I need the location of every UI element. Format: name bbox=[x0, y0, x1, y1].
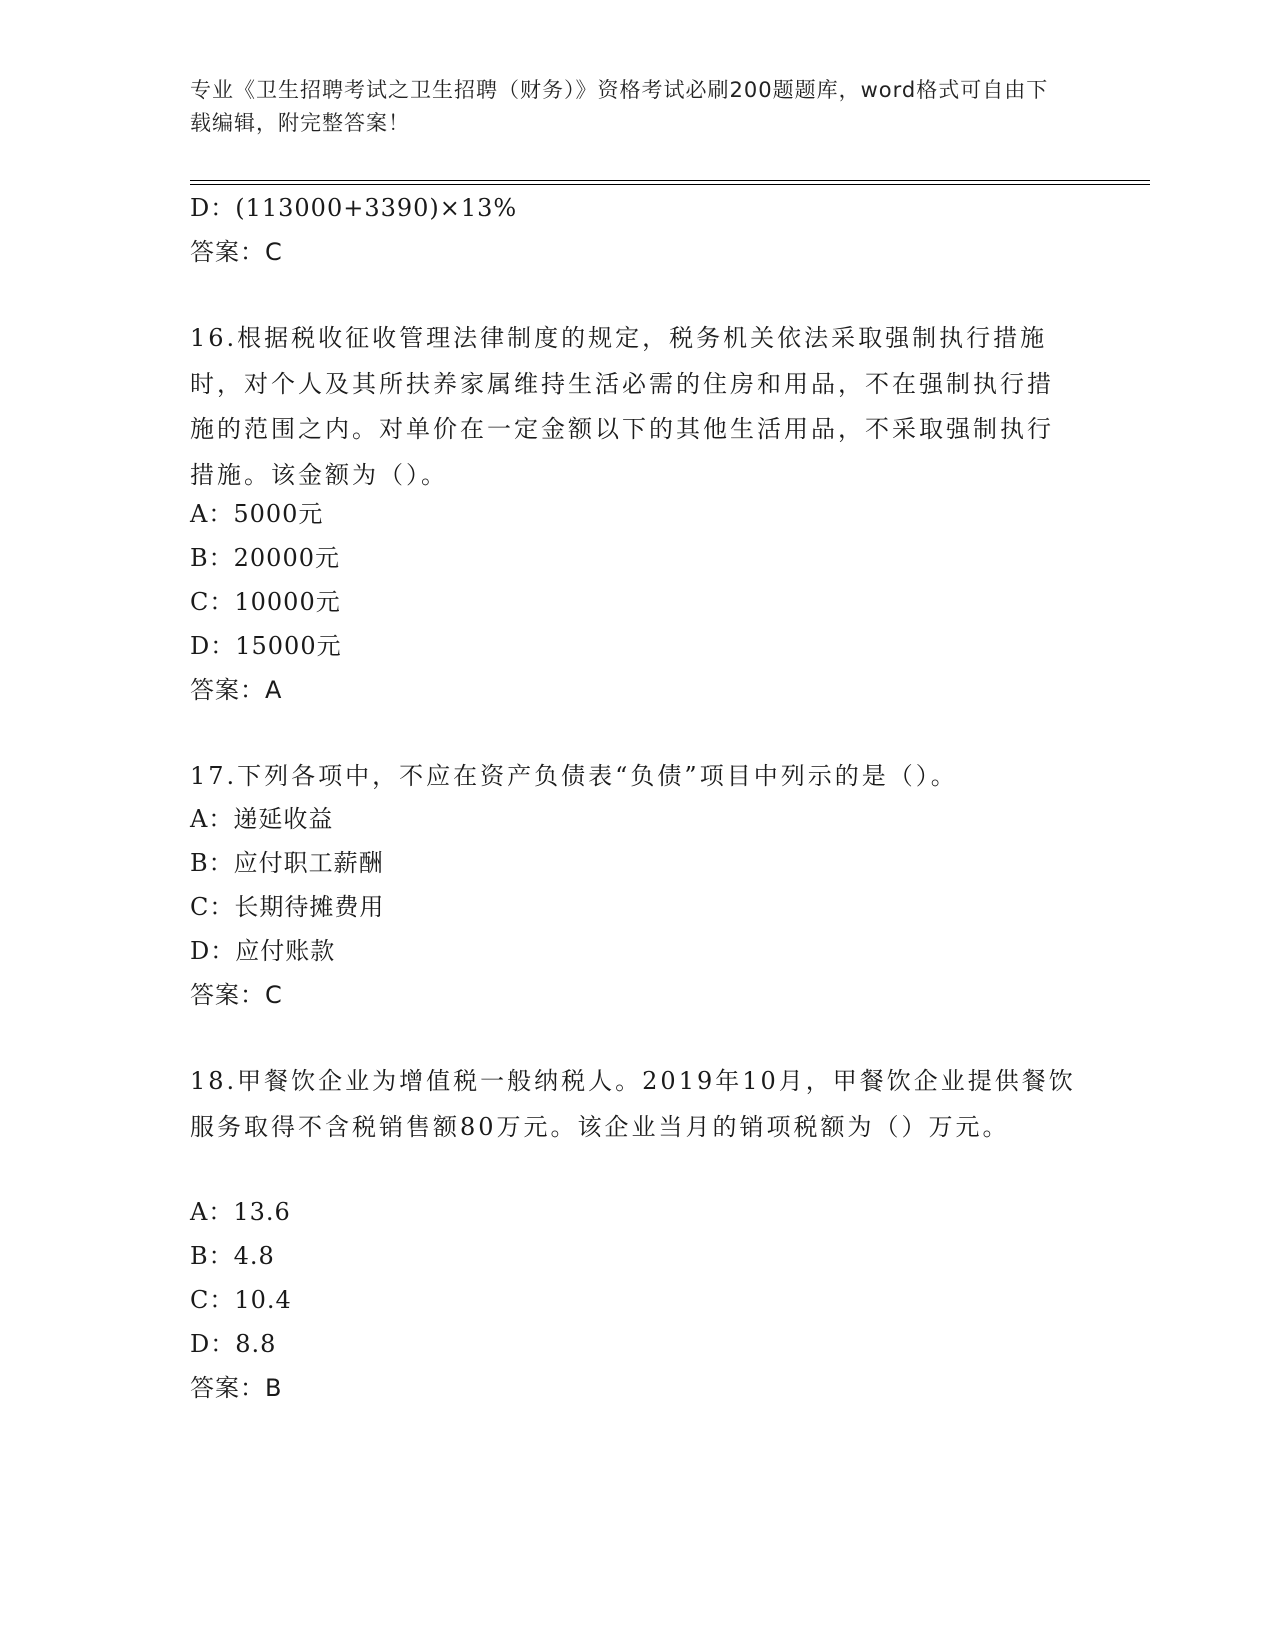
question-18-answer: 答案：B bbox=[190, 1374, 283, 1402]
question-18-option-c: C：10.4 bbox=[190, 1286, 292, 1314]
question-16-stem: 16.根据税收征收管理法律制度的规定，税务机关依法采取强制执行措施时，对个人及其所扶养家属维持生活必需的住房和用品，不在强制执行措施的范围之内。对单价在一定金额以下的其他生活用品，不采取强制执行措施。该金额为（）。 bbox=[190, 324, 1054, 489]
question-16-option-b: B：20000元 bbox=[190, 544, 340, 572]
question-17-option-c: C：长期待摊费用 bbox=[190, 893, 385, 921]
question-17-stem: 17.下列各项中，不应在资产负债表“负债”项目中列示的是（）。 bbox=[190, 762, 958, 790]
question-16-answer: 答案：A bbox=[190, 676, 283, 704]
question-17-option-b: B：应付职工薪酬 bbox=[190, 849, 384, 877]
question-18-option-d: D：8.8 bbox=[190, 1330, 277, 1358]
page-header: 专业《卫生招聘考试之卫生招聘（财务）》资格考试必刷200题题库，word格式可自由下载编辑，附完整答案！ bbox=[190, 78, 1049, 135]
question-17-option-a: A：递延收益 bbox=[190, 805, 334, 833]
option-d: D：(113000+3390)×13% bbox=[190, 194, 518, 222]
question-16-option-d: D：15000元 bbox=[190, 632, 342, 660]
question-18-stem: 18.甲餐饮企业为增值税一般纳税人。2019年10月，甲餐饮企业提供餐饮服务取得不含税销售额80万元。该企业当月的销项税额为（）万元。 bbox=[190, 1067, 1076, 1141]
header-divider-top bbox=[190, 180, 1150, 181]
question-18-option-b: B：4.8 bbox=[190, 1242, 275, 1270]
question-16-option-c: C：10000元 bbox=[190, 588, 341, 616]
question-17-option-d: D：应付账款 bbox=[190, 937, 336, 965]
answer-line: 答案：C bbox=[190, 238, 283, 266]
question-16-option-a: A：5000元 bbox=[190, 500, 324, 528]
header-divider-bottom bbox=[190, 184, 1150, 185]
question-18-option-a: A：13.6 bbox=[190, 1198, 291, 1226]
question-17-answer: 答案：C bbox=[190, 981, 283, 1009]
